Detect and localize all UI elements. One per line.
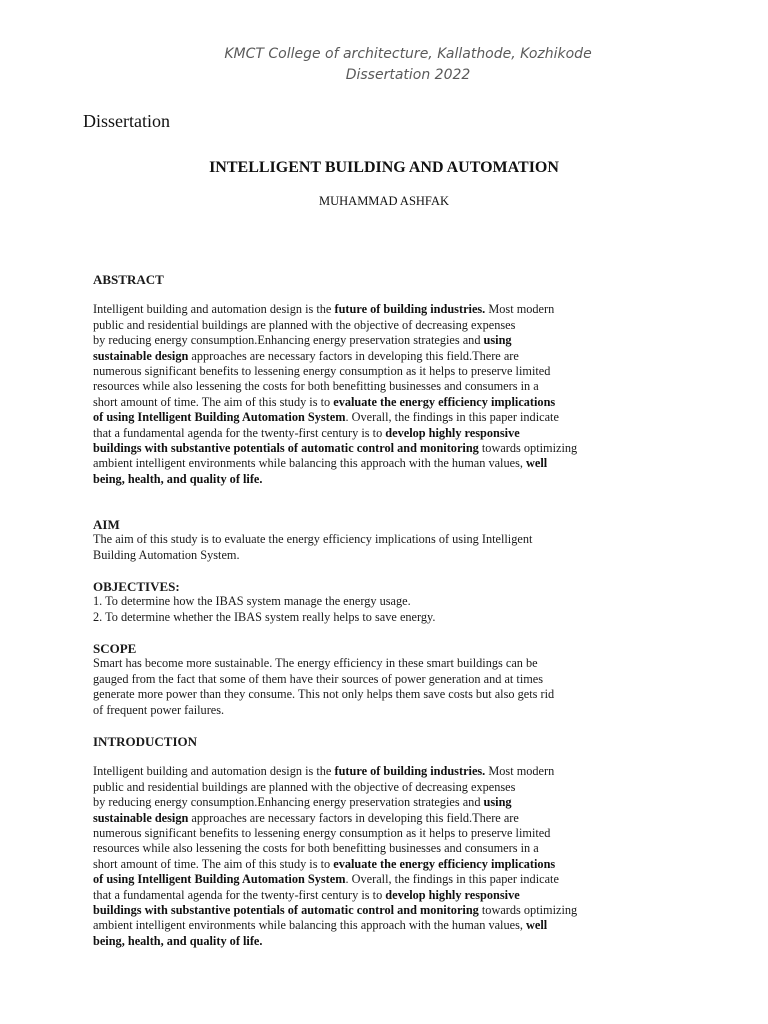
scope-heading: SCOPE [93, 641, 137, 656]
document-title: INTELLIGENT BUILDING AND AUTOMATION [209, 159, 559, 176]
paragraph-line [93, 441, 663, 456]
paragraph-line [93, 888, 663, 903]
author-name: MUHAMMAD ASHFAK [319, 194, 449, 208]
paragraph-line [93, 456, 663, 471]
paragraph-line [93, 302, 663, 317]
paragraph-line [93, 780, 663, 795]
bold-text: being, health, and quality of life. [93, 471, 263, 486]
text-run: approaches are necessary factors in developing this field.There are [188, 348, 519, 363]
bold-text: develop highly responsive [385, 887, 520, 902]
text-run: Most modern [485, 302, 555, 317]
bold-text: using [483, 333, 512, 348]
text-run: that a fundamental agenda for the twenty-first century is to [93, 425, 386, 440]
paragraph-line [93, 395, 663, 410]
text-run: Most modern [485, 764, 555, 779]
text-run: short amount of time. The aim of this study is to [93, 394, 334, 409]
text-run: Intelligent building and automation design is the [93, 764, 335, 779]
bold-text: of using Intelligent Building Automation System [93, 872, 346, 887]
bold-text: being, health, and quality of life. [93, 933, 263, 948]
bold-text: well [526, 456, 548, 471]
paragraph-line [93, 918, 663, 933]
text-run: . Overall, the findings in this paper indicate [345, 410, 559, 425]
scope-line: gauged from the fact that some of them have their sources of power generation and at times [93, 671, 544, 686]
paragraph-line [93, 333, 663, 348]
bold-text: buildings with substantive potentials of automatic control and monitoring [93, 903, 479, 918]
text-run: by reducing energy consumption.Enhancing energy preservation strategies and [93, 333, 484, 348]
text-run: public and residential buildings are planned with the objective of decreasing expenses [93, 317, 516, 332]
bold-text: using [483, 795, 512, 810]
bold-text: sustainable design [93, 348, 189, 363]
scope-section [93, 641, 663, 718]
text-run: resources while also lessening the costs for both benefitting businesses and consumers in a [93, 841, 539, 856]
paragraph-line [93, 826, 663, 841]
text-run: that a fundamental agenda for the twenty-first century is to [93, 887, 386, 902]
header-college: KMCT College of architecture, Kallathode, Kozhikode [224, 46, 592, 62]
objective-item: 2. To determine whether the IBAS system really helps to save energy. [93, 609, 436, 624]
text-run: ambient intelligent environments while balancing this approach with the human values, [93, 918, 527, 933]
text-run: Intelligent building and automation design is the [93, 302, 335, 317]
paragraph-line [93, 318, 663, 333]
text-run: short amount of time. The aim of this study is to [93, 856, 334, 871]
scope-line: Smart has become more sustainable. The energy efficiency in these smart buildings can be [93, 656, 538, 671]
bold-text: well [526, 918, 548, 933]
text-run: ambient intelligent environments while balancing this approach with the human values, [93, 456, 527, 471]
objectives-section [93, 579, 663, 625]
paragraph-line [93, 426, 663, 441]
bold-text: develop highly responsive [385, 425, 520, 440]
text-run: numerous significant benefits to lessening energy consumption as it helps to preserve limited [93, 826, 551, 841]
text-run: by reducing energy consumption.Enhancing energy preservation strategies and [93, 795, 484, 810]
paragraph-line [93, 364, 663, 379]
bold-text: evaluate the energy efficiency implications [333, 394, 556, 409]
aim-heading: AIM [93, 517, 120, 532]
bold-text: buildings with substantive potentials of automatic control and monitoring [93, 441, 479, 456]
aim-line: Building Automation System. [93, 547, 240, 562]
text-run: approaches are necessary factors in developing this field.There are [188, 810, 519, 825]
abstract-heading: ABSTRACT [93, 272, 164, 287]
bold-text: sustainable design [93, 810, 189, 825]
paragraph-line [93, 934, 663, 949]
text-run: numerous significant benefits to lessening energy consumption as it helps to preserve limited [93, 364, 551, 379]
scope-line: of frequent power failures. [93, 702, 225, 717]
scope-line: generate more power than they consume. This not only helps them save costs but also gets rid [93, 687, 555, 702]
objectives-heading: OBJECTIVES: [93, 579, 180, 594]
aim-line: The aim of this study is to evaluate the energy efficiency implications of using Intelligent [93, 532, 533, 547]
page-header [0, 44, 768, 86]
introduction-heading: INTRODUCTION [93, 734, 198, 749]
abstract-section [93, 272, 663, 487]
paragraph-line [93, 795, 663, 810]
text-run: resources while also lessening the costs for both benefitting businesses and consumers in a [93, 379, 539, 394]
objective-item: 1. To determine how the IBAS system manage the energy usage. [93, 594, 411, 609]
paragraph-line [93, 903, 663, 918]
bold-text: evaluate the energy efficiency implications [333, 856, 556, 871]
introduction-body [93, 764, 663, 949]
bold-text: of using Intelligent Building Automation System [93, 410, 346, 425]
bold-text: future of building industries. [334, 764, 486, 779]
text-run: public and residential buildings are planned with the objective of decreasing expenses [93, 779, 516, 794]
paragraph-line [93, 811, 663, 826]
paragraph-line [93, 410, 663, 425]
bold-text: future of building industries. [334, 302, 486, 317]
paragraph-line [93, 379, 663, 394]
paragraph-line [93, 764, 663, 779]
abstract-body [93, 302, 663, 487]
paragraph-line [93, 841, 663, 856]
header-dissertation-year: Dissertation 2022 [345, 67, 471, 83]
paragraph-line [93, 857, 663, 872]
text-run: towards optimizing [478, 903, 578, 918]
paragraph-line [93, 472, 663, 487]
paragraph-line [93, 349, 663, 364]
introduction-section [93, 734, 663, 949]
aim-section [93, 517, 663, 563]
paragraph-line [93, 872, 663, 887]
text-run: . Overall, the findings in this paper indicate [345, 872, 559, 887]
text-run: towards optimizing [478, 441, 578, 456]
document-label: Dissertation [83, 111, 170, 131]
